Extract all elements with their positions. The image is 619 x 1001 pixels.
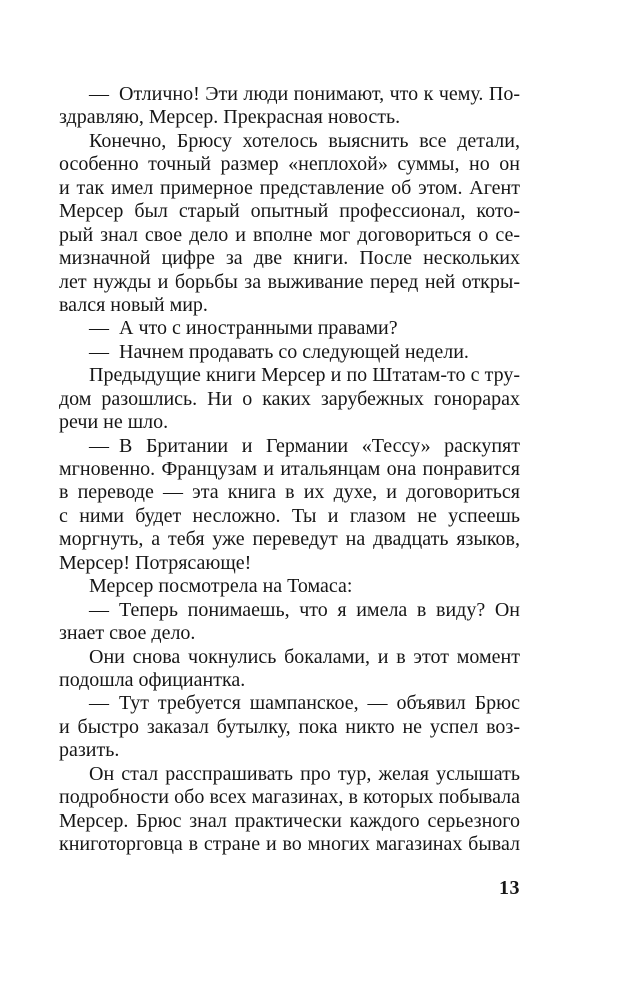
text-line: — В Британии и Германии «Тессу» раскупят xyxy=(89,434,520,457)
text-line: Мерсер! Потрясающе! xyxy=(59,551,252,574)
text-line: Мерсер. Брюс знал практически каждого серьезного xyxy=(59,809,520,832)
text-line: и быстро заказал бутылку, пока никто не успел воз- xyxy=(59,715,520,738)
text-line: Мерсер посмотрела на Томаса: xyxy=(89,575,353,598)
text-line: вался новый мир. xyxy=(59,293,208,316)
text-line: — Теперь понимаешь, что я имела в виду? Он xyxy=(89,598,520,621)
text-line: — Тут требуется шампанское, — объявил Брюс xyxy=(89,692,520,715)
text-line: — Начнем продавать со следующей недели. xyxy=(89,340,469,363)
text-line: знает свое дело. xyxy=(59,622,196,645)
text-line: Мерсер был старый опытный профессионал, кото- xyxy=(59,200,520,223)
text-line: подошла официантка. xyxy=(59,668,246,691)
text-line: рый знал свое дело и вполне мог договориться о се- xyxy=(59,223,520,246)
page-number: 13 xyxy=(499,877,520,899)
text-line: — А что с иностранными правами? xyxy=(89,317,398,340)
text-line: и так имел примерное представление об этом. Агент xyxy=(59,176,520,199)
text-line: Он стал расспрашивать про тур, желая услышать xyxy=(89,762,520,785)
text-line: — Отлично! Эти люди понимают, что к чему. По- xyxy=(89,83,520,105)
text-line: мизначной цифре за две книги. После нескольких xyxy=(59,247,520,270)
page-text xyxy=(59,83,520,856)
text-line: Конечно, Брюсу хотелось выяснить все детали, xyxy=(89,129,520,152)
text-line: особенно точный размер «неплохой» суммы, но он xyxy=(59,153,520,176)
text-line: в переводе — эта книга в их духе, и договориться xyxy=(59,481,520,504)
text-line: разить. xyxy=(59,739,120,762)
text-line: книготорговца в стране и во многих магазинах бывал xyxy=(59,833,520,855)
text-line: Предыдущие книги Мерсер и по Штатам-то с тру- xyxy=(89,364,520,387)
text-line: лет нужды и борьбы за выживание перед ней откры- xyxy=(59,270,520,293)
text-line: Они снова чокнулись бокалами, и в этот момент xyxy=(89,645,520,668)
text-line: здравляю, Мерсер. Прекрасная новость. xyxy=(59,106,401,129)
text-line: моргнуть, а тебя уже переведут на двадцать языков, xyxy=(59,528,520,551)
text-line: речи не шло. xyxy=(59,411,169,434)
text-line: подробности обо всех магазинах, в которых побывала xyxy=(59,786,520,809)
text-line: с ними будет несложно. Ты и глазом не успеешь xyxy=(59,504,520,527)
text-line: мгновенно. Французам и итальянцам она понравится xyxy=(59,458,520,480)
text-line: дом разошлись. Ни о каких зарубежных гонорарах xyxy=(59,387,520,410)
